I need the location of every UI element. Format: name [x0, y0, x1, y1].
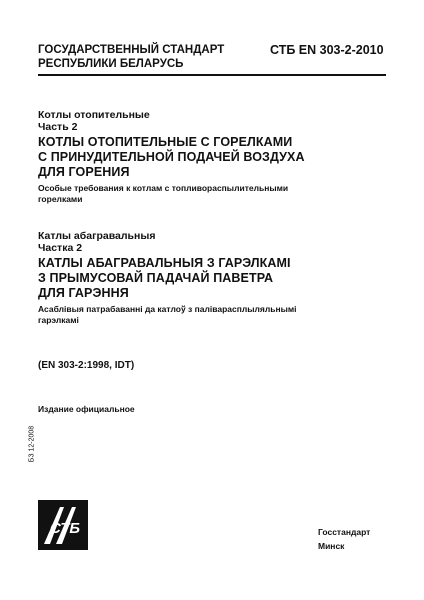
header-org-line1: ГОСУДАРСТВЕННЫЙ СТАНДАРТ	[38, 44, 225, 56]
russian-sub-line-1: Особые требования к котлам с топливораспылительными	[38, 183, 289, 193]
header-organization	[38, 43, 224, 71]
standard-identity: (EN 303-2:1998, IDT)	[38, 360, 135, 371]
publisher-name: Госстандарт	[318, 527, 371, 537]
russian-main-title	[38, 135, 390, 180]
belarusian-main-title	[38, 256, 390, 301]
publisher-city: Минск	[318, 541, 345, 551]
belarusian-title	[38, 230, 390, 254]
side-stamp	[26, 422, 38, 466]
russian-part-line: Часть 2	[38, 121, 78, 133]
belarusian-main-line-3: ДЛЯ ГАРЭННЯ	[38, 286, 129, 300]
stb-logo-text: СТБ	[49, 520, 81, 537]
russian-sub-line-2: горелками	[38, 194, 83, 204]
belarusian-subtitle	[38, 304, 390, 326]
russian-main-line-3: ДЛЯ ГОРЕНИЯ	[38, 165, 130, 179]
header-org-line2: РЕСПУБЛИКИ БЕЛАРУСЬ	[38, 58, 184, 70]
russian-main-line-1: КОТЛЫ ОТОПИТЕЛЬНЫЕ С ГОРЕЛКАМИ	[38, 135, 293, 149]
stb-logo-icon	[38, 500, 88, 550]
header-divider	[38, 74, 386, 76]
russian-subtitle	[38, 183, 390, 205]
russian-title	[38, 109, 390, 133]
side-stamp-text: БЗ 12-2008	[28, 425, 36, 463]
belarusian-part-line: Частка 2	[38, 242, 83, 254]
belarusian-main-line-2: З ПРЫМУСОВАЙ ПАДАЧАЙ ПАВЕТРА	[38, 271, 274, 285]
publisher-block	[318, 525, 370, 553]
official-edition: Издание официальное	[38, 404, 135, 414]
russian-title-block	[38, 109, 390, 205]
stb-logo-graphic	[38, 500, 88, 550]
standard-designation: СТБ EN 303-2-2010	[270, 43, 384, 57]
belarusian-title-line: Катлы абагравальныя	[38, 230, 156, 242]
belarusian-sub-line-1: Асаблівыя патрабаванні да катлоў з паліварасплыляльнымі	[38, 304, 297, 314]
russian-main-line-2: С ПРИНУДИТЕЛЬНОЙ ПОДАЧЕЙ ВОЗДУХА	[38, 150, 305, 164]
belarusian-main-line-1: КАТЛЫ АБАГРАВАЛЬНЫЯ З ГАРЭЛКАМІ	[38, 256, 291, 270]
belarusian-title-block	[38, 230, 390, 326]
belarusian-sub-line-2: гарэлкамі	[38, 315, 79, 325]
russian-title-line: Котлы отопительные	[38, 109, 150, 121]
